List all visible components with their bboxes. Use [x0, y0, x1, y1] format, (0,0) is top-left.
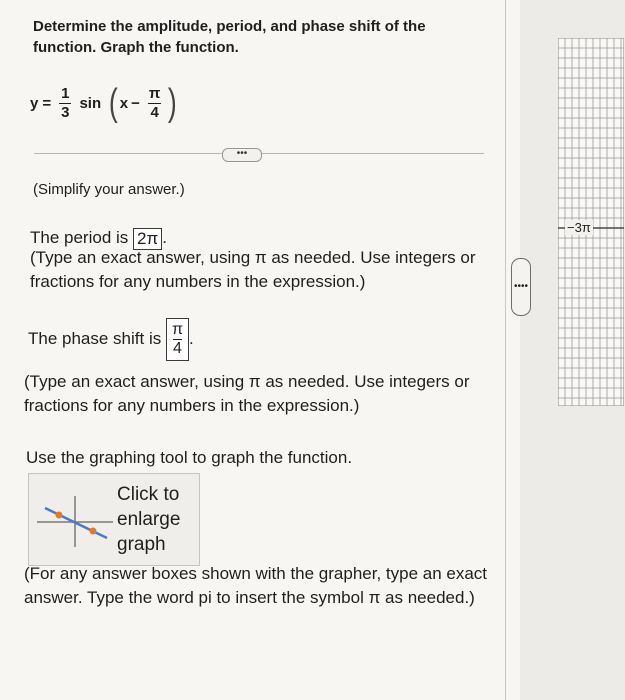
minus-sign: − — [131, 94, 140, 112]
phase-shift-fraction — [167, 319, 188, 360]
close-paren: ) — [168, 82, 178, 124]
x-axis-tick-label: −3π — [567, 220, 591, 235]
shift-denominator: 4 — [150, 103, 159, 121]
phase-shift-numerator: π — [171, 321, 184, 338]
period-prefix: The period is — [30, 228, 129, 247]
phase-shift-answer-box[interactable] — [166, 318, 189, 361]
graph-thumbnail-icon — [35, 494, 115, 549]
phase-shift-suffix: . — [189, 328, 194, 348]
shift-numerator: π — [148, 84, 161, 102]
period-answer-box[interactable]: 2π — [133, 228, 162, 250]
open-paren: ( — [109, 82, 118, 124]
shift-fraction — [147, 85, 162, 122]
amplitude-numerator: 1 — [61, 84, 70, 102]
variable-x: x — [119, 94, 129, 112]
phase-shift-denominator: 4 — [173, 340, 182, 357]
equation-lhs: y — [30, 94, 39, 112]
expand-more-button[interactable]: ••• — [222, 148, 262, 162]
panel-divider — [505, 0, 506, 700]
simplify-note: (Simplify your answer.) — [33, 181, 185, 198]
sine-function: sin — [79, 94, 102, 112]
period-instruction: (Type an exact answer, using π as needed. Use integers or fractions for any numbers in the expression.) — [30, 248, 476, 291]
enlarge-graph-button[interactable] — [28, 473, 200, 566]
grapher-note: (For any answer boxes shown with the grapher, type an exact answer. Type the word pi to insert the symbol π as needed.) — [24, 564, 488, 607]
function-equation — [30, 78, 179, 128]
enlarge-graph-label: Click to enlarge graph — [117, 484, 181, 555]
period-suffix: . — [162, 228, 167, 247]
amplitude-denominator: 3 — [61, 103, 70, 121]
phase-shift-answer-line — [28, 318, 194, 361]
amplitude-fraction — [59, 85, 71, 122]
equals-sign: = — [42, 94, 52, 112]
phase-shift-instruction: (Type an exact answer, using π as needed. Use integers or fractions for any numbers in the expression.) — [24, 372, 470, 415]
phase-shift-prefix: The phase shift is — [28, 328, 162, 348]
graph-prompt: Use the graphing tool to graph the function. — [26, 448, 353, 467]
side-panel-toggle[interactable]: •••• — [511, 258, 531, 316]
question-text: Determine the amplitude, period, and phase shift of the function. Graph the function. — [33, 18, 426, 56]
